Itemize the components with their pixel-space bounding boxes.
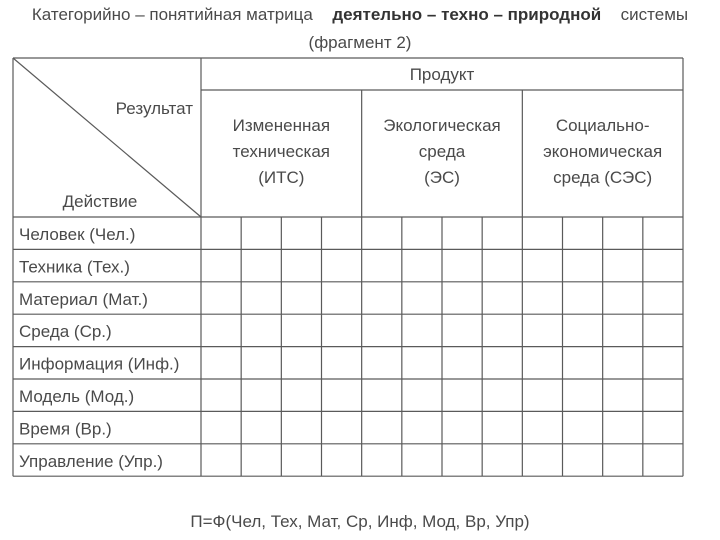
formula: П=Ф(Чел, Тех, Мат, Ср, Инф, Мод, Вр, Упр) [190,512,530,531]
group-header-line: среда [418,142,466,161]
product-label: Продукт [409,65,475,84]
row-label: Материал (Мат.) [19,289,148,309]
group-header-line: Измененная [232,116,331,135]
row-label: Модель (Мод.) [19,387,135,406]
matrix-labels [19,65,662,471]
document-subtitle: (фрагмент 2) [308,33,412,52]
row-label: Время (Вр.) [19,419,112,439]
action-label: Действие [62,192,138,211]
group-header-line: Экологическая [383,116,501,135]
group-header-line: Социально- [555,116,650,135]
group-header-line: экономическая [543,142,663,161]
row-label: Информация (Инф.) [19,354,180,374]
group-header-line: (ЭС) [424,168,460,187]
title-part-1: Категорийно – понятийная матрица [31,5,313,24]
group-header-line: (ИТС) [258,168,305,187]
result-label: Результат [115,99,193,118]
row-label: Техника (Тех.) [19,257,130,277]
row-label: Среда (Ср.) [19,322,112,342]
row-label: Человек (Чел.) [19,225,136,244]
row-label: Управление (Упр.) [19,451,163,471]
title-part-2: деятельно – техно – природной [332,5,602,24]
title-part-3: системы [620,5,689,24]
group-header-line: среда (СЭС) [553,168,653,187]
group-header-line: техническая [232,142,331,161]
